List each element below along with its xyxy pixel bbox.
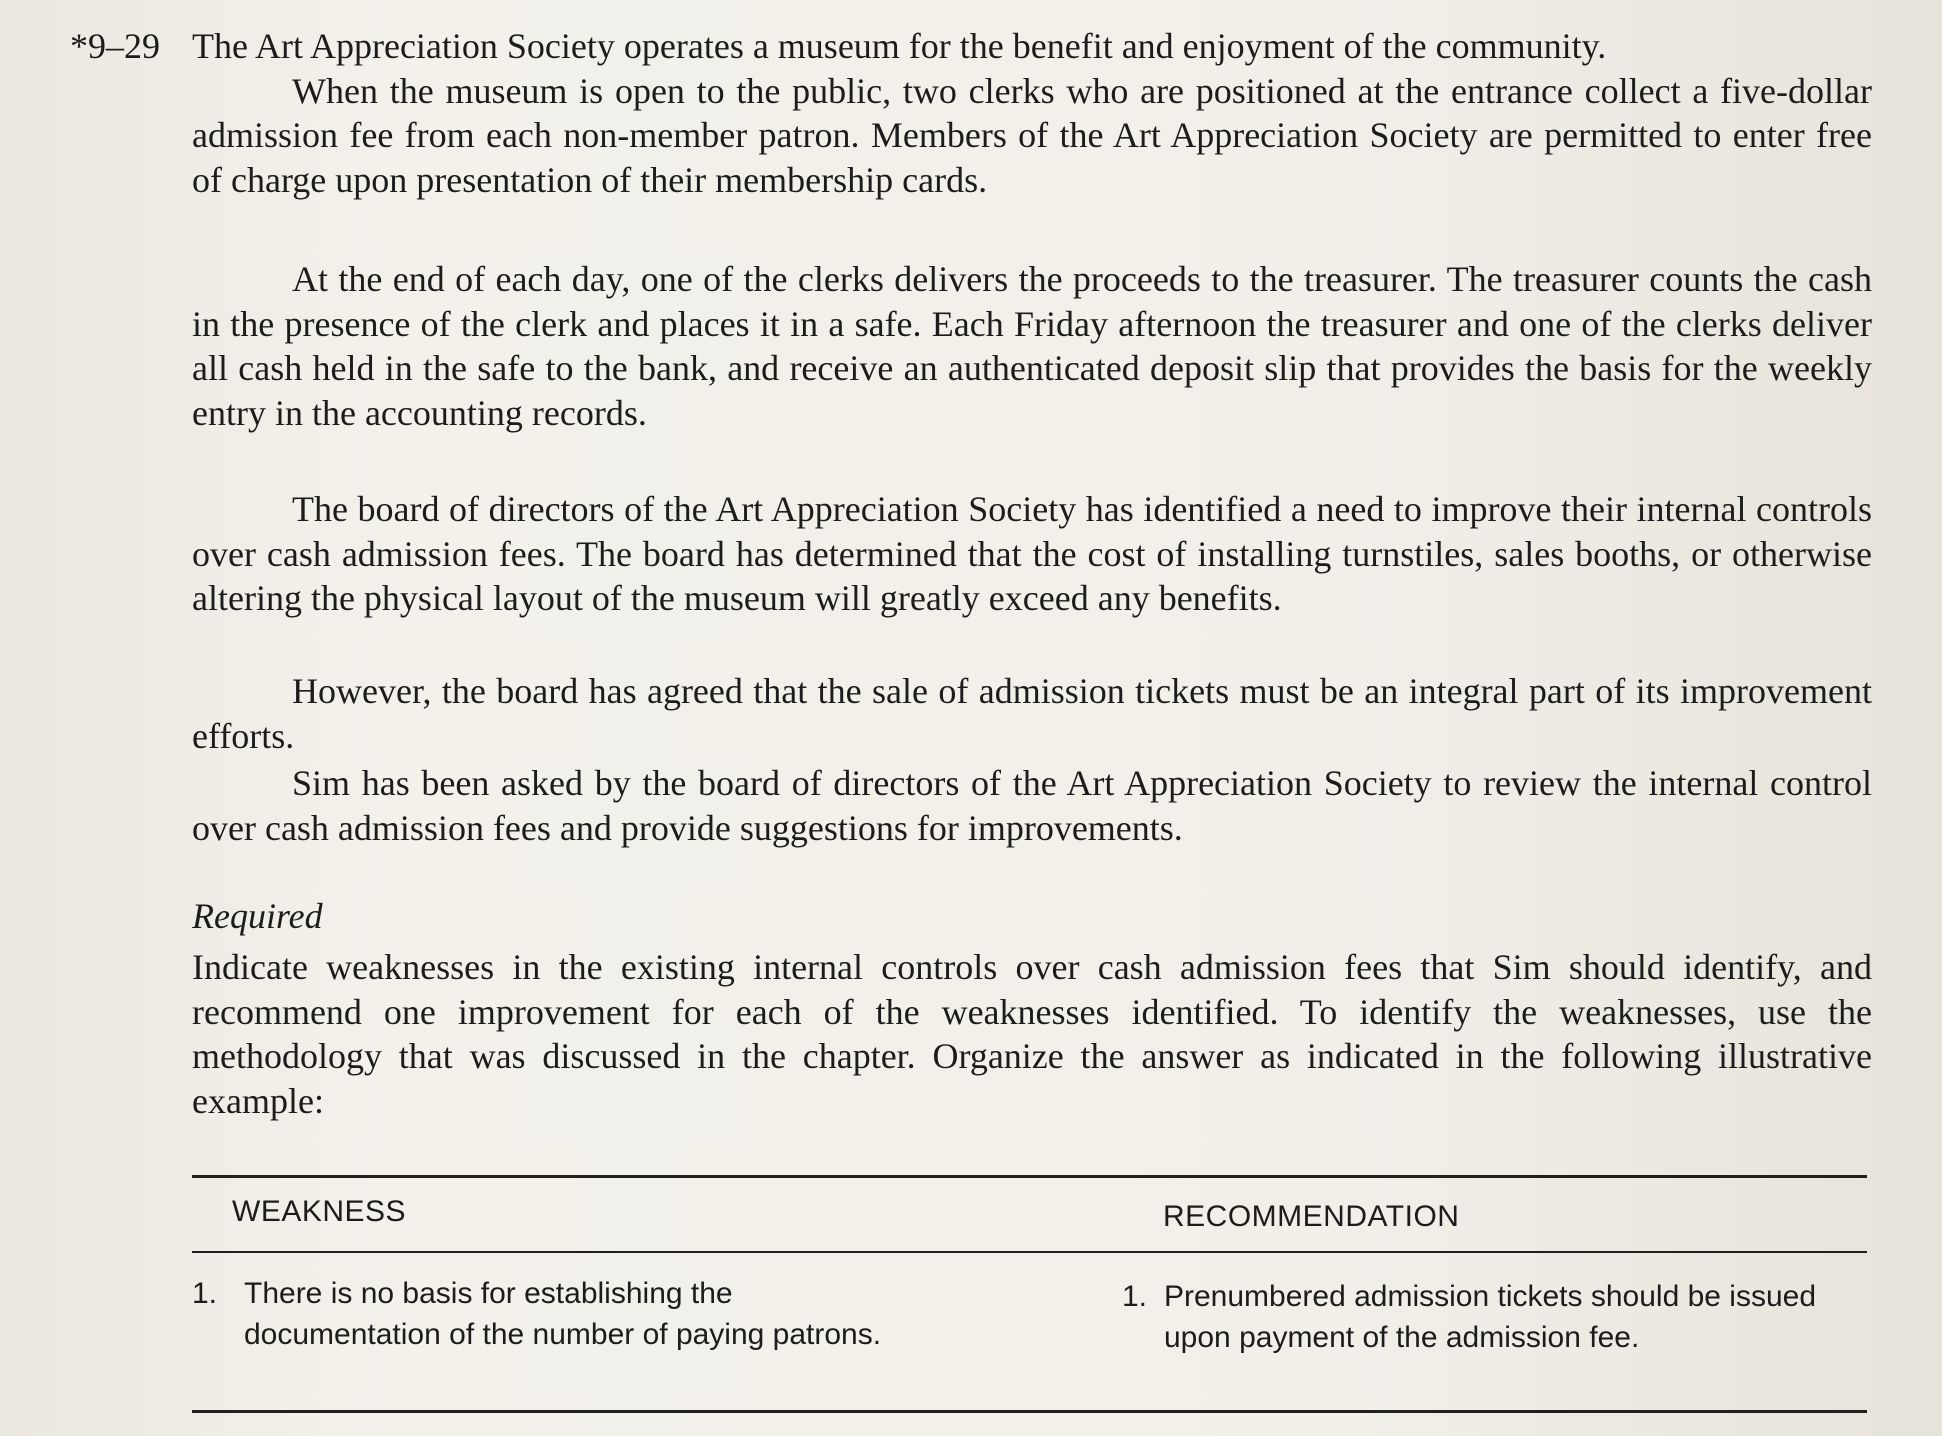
- problem-intro: [192, 24, 1872, 202]
- weakness-text: There is no basis for establishing the documentation of the number of paying patrons.: [244, 1277, 882, 1351]
- weakness-column-header: WEAKNESS: [232, 1195, 407, 1228]
- paragraph-3: At the end of each day, one of the clerks delivers the proceeds to the treasurer. The treasurer counts the cash in the presence of the clerk and places it in a safe. Each Friday afternoon the treasurer and one of the clerks deliver all cash held in the safe to the bank, and receive an authenticated deposit slip that provides the basis for the weekly entry in the accounting records.: [192, 259, 1872, 433]
- required-text: Indicate weaknesses in the existing internal controls over cash admission fees that Sim should identify, and recommend one improvement for each of the weaknesses identified. To identify the weaknesses, use the methodology that was discussed in the chapter. Organize the answer as indicated in the following illustrative example:: [192, 947, 1872, 1121]
- recommendation-cell: [1122, 1276, 1842, 1358]
- table-top-rule: [192, 1175, 1867, 1178]
- paragraph-1: The Art Appreciation Society operates a museum for the benefit and enjoyment of the community.: [192, 26, 1607, 66]
- weakness-number: 1.: [192, 1277, 218, 1310]
- paragraph-4: The board of directors of the Art Appreciation Society has identified a need to improve their internal controls over cash admission fees. The board has determined that the cost of installing turnstiles, sales booths, or otherwise altering the physical layout of the museum will greatly exceed any benefits.: [192, 489, 1872, 618]
- paragraph-5: However, the board has agreed that the sale of admission tickets must be an integral part of its improvement efforts.: [192, 671, 1872, 756]
- required-heading: Required: [192, 896, 323, 936]
- paragraph-6: Sim has been asked by the board of directors of the Art Appreciation Society to review the internal control over cash admission fees and provide suggestions for improvements.: [192, 763, 1872, 848]
- recommendation-column-header: RECOMMENDATION: [1163, 1200, 1460, 1233]
- recommendation-text: Prenumbered admission tickets should be issued upon payment of the admission fee.: [1164, 1280, 1817, 1354]
- paragraph-2: When the museum is open to the public, two clerks who are positioned at the entrance collect a five-dollar admission fee from each non-member patron. Members of the Art Appreciation Society are permitted to enter free of charge upon presentation of their membership cards.: [192, 70, 1872, 200]
- recommendation-number: 1.: [1122, 1280, 1148, 1313]
- weakness-cell: [192, 1273, 892, 1355]
- table-header-rule: [192, 1251, 1867, 1253]
- table-bottom-rule: [192, 1410, 1867, 1413]
- problem-number: *9–29: [70, 26, 160, 66]
